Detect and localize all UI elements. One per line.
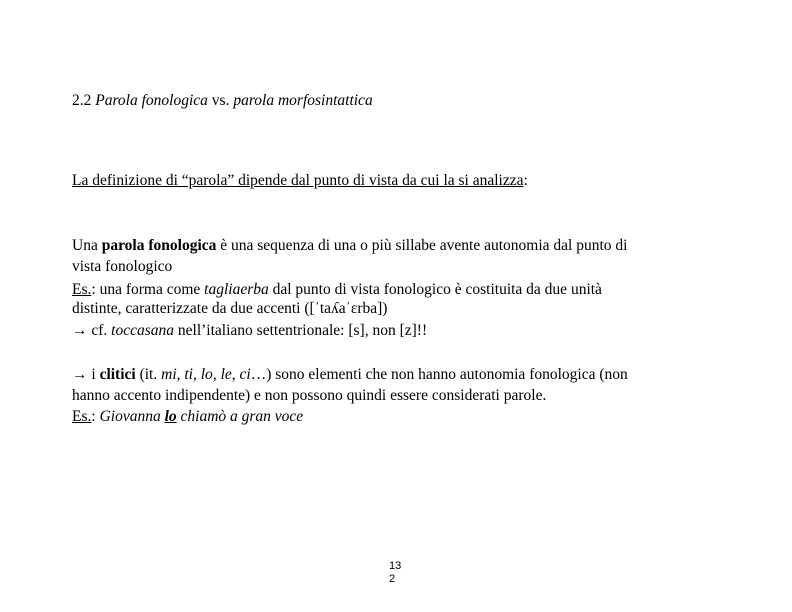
example1-word: tagliaerba xyxy=(204,281,269,298)
clitics-term: clitici xyxy=(99,366,136,383)
definition-line-1 xyxy=(72,237,627,255)
definition-line-2: vista fonologico xyxy=(72,258,173,275)
example2-line xyxy=(72,408,303,426)
vs-text: vs. xyxy=(207,92,234,109)
example2-post: chiamò a gran voce xyxy=(176,408,304,425)
example1-line-1 xyxy=(72,281,602,299)
clitic-example: ci xyxy=(239,366,251,383)
clitics-text: …) sono elementi che non hanno autonomia fonologica (non xyxy=(250,366,628,383)
intro-colon: : xyxy=(523,172,528,189)
example1-colon: : xyxy=(91,281,96,298)
clitics-line-2: hanno accento indipendente) e non possono quindi essere considerati parole. xyxy=(72,387,547,404)
intro-line xyxy=(72,172,528,190)
clitic-separator: , xyxy=(193,366,201,383)
example2-pre: Giovanna xyxy=(95,408,165,425)
note-line xyxy=(72,322,427,340)
example1-line-2: distinte, caratterizzate da due accenti ([ˈtaʎaˈɛrba]) xyxy=(72,300,388,317)
definition-prefix: Una xyxy=(72,237,102,254)
note-arrow: → cf. xyxy=(72,322,112,339)
definition-rest: è una sequenza di una o più sillabe avente autonomia dal punto di xyxy=(216,237,628,254)
clitics-line-1 xyxy=(72,366,628,384)
page-number xyxy=(389,560,401,586)
section-heading xyxy=(72,92,373,110)
clitics-open: (it. xyxy=(135,366,162,383)
clitics-arrow: → i xyxy=(72,366,100,383)
note-word: toccasana xyxy=(111,322,175,339)
term-phonological-word: Parola fonologica xyxy=(95,92,208,109)
clitic-example: ti xyxy=(184,366,193,383)
clitic-example: mi xyxy=(161,366,177,383)
example2-label: Es. xyxy=(72,408,92,425)
example2-colon: : xyxy=(91,408,96,425)
definition-term: parola fonologica xyxy=(101,237,217,254)
term-morphosyntactic-word: parola morfosintattica xyxy=(233,92,373,109)
page-number-line-1: 13 xyxy=(389,560,402,572)
example1-text-a: una forma come xyxy=(95,281,205,298)
clitic-example: lo xyxy=(200,366,213,383)
intro-text: La definizione di “parola” dipende dal punto di vista da cui la si analizza xyxy=(72,172,524,189)
page-number-line-2: 2 xyxy=(389,573,396,585)
clitic-separator: , xyxy=(231,366,240,383)
note-text: nell’italiano settentrionale: [s], non [z]!! xyxy=(174,322,428,339)
clitic-example: le xyxy=(220,366,232,383)
example2-clitic: lo xyxy=(164,408,177,425)
example1-text-b: dal punto di vista fonologico è costituita da due unità xyxy=(268,281,602,298)
section-number: 2.2 xyxy=(72,92,92,109)
clitic-separator: , xyxy=(212,366,221,383)
example1-label: Es. xyxy=(72,281,92,298)
clitic-separator: , xyxy=(176,366,185,383)
